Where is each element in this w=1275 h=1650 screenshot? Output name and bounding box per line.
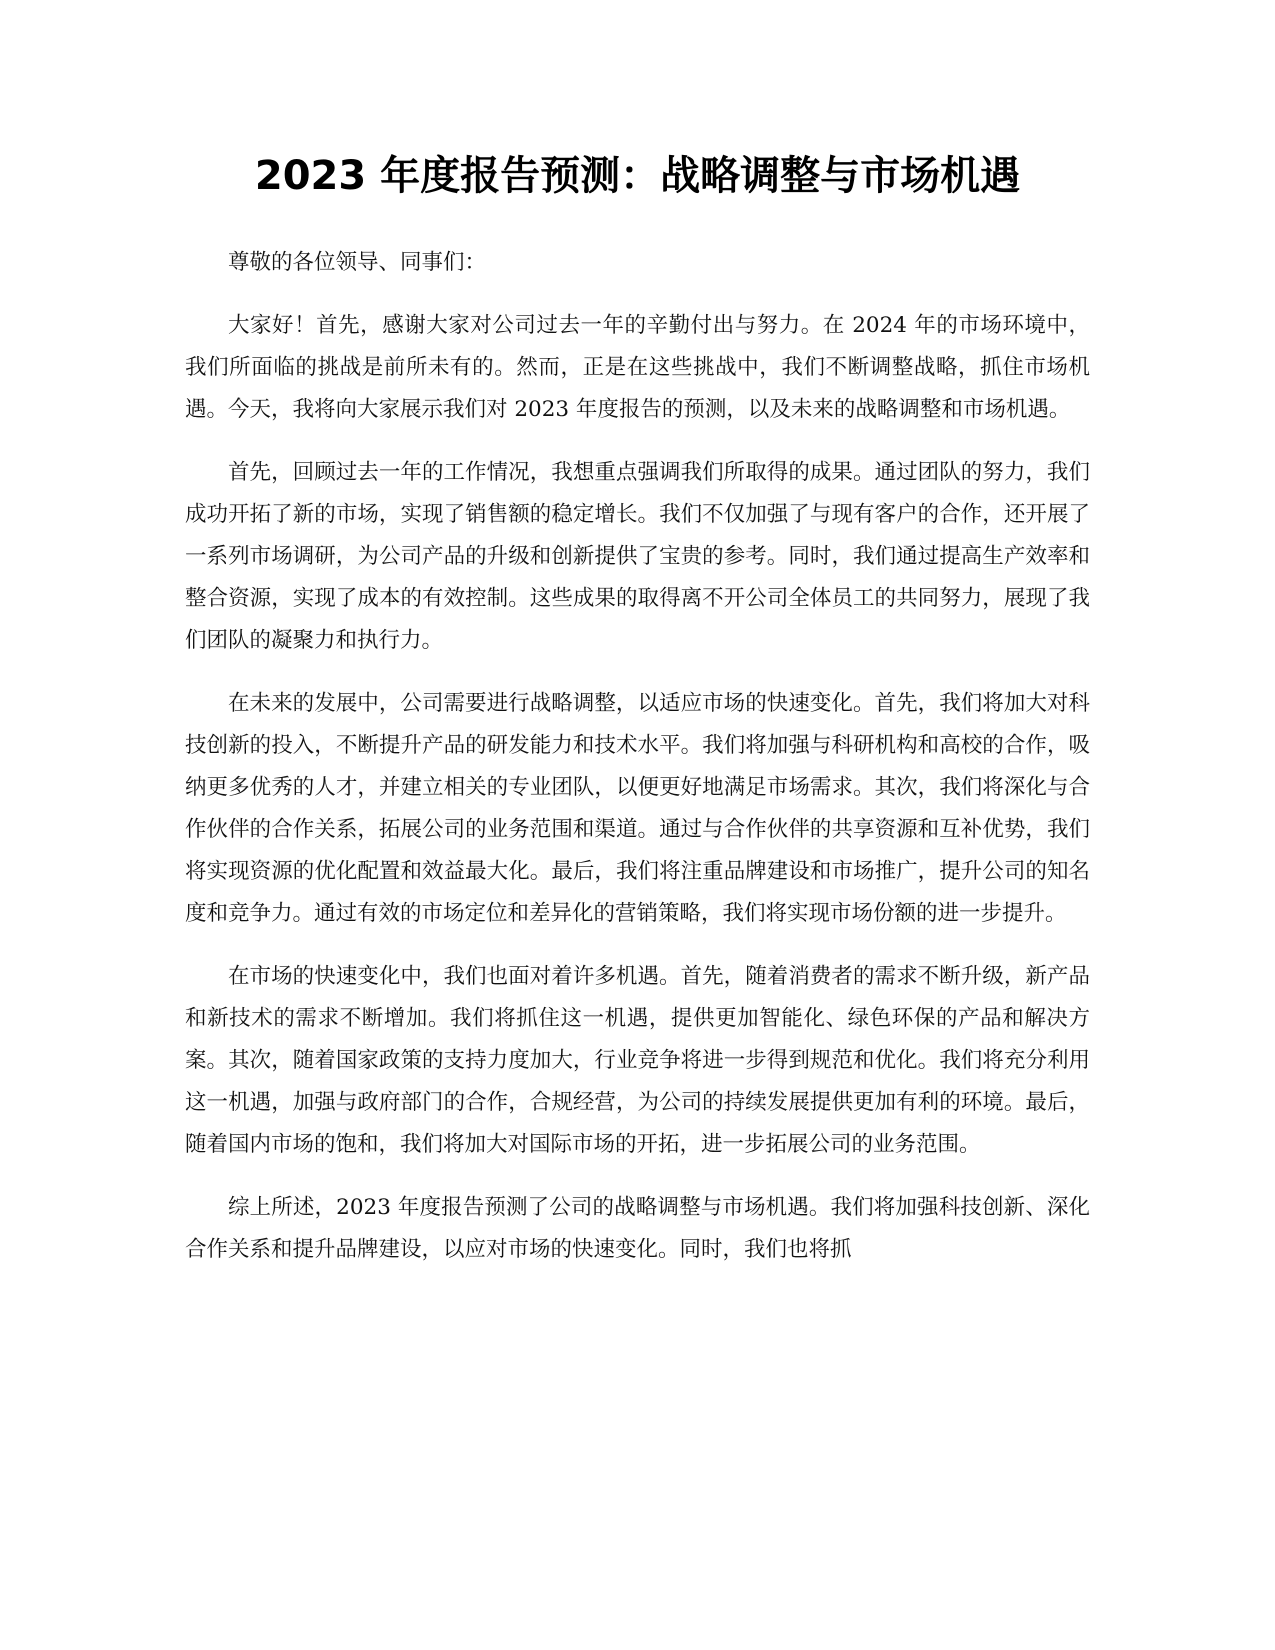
paragraph-summary: 综上所述，2023 年度报告预测了公司的战略调整与市场机遇。我们将加强科技创新、深化合作关系和提升品牌建设，以应对市场的快速变化。同时，我们也将抓: [185, 1195, 1090, 1262]
paragraph-opportunities: 在市场的快速变化中，我们也面对着许多机遇。首先，随着消费者的需求不断升级，新产品和新技术的需求不断增加。我们将抓住这一机遇，提供更加智能化、绿色环保的产品和解决方案。其次，随着国家政策的支持力度加大，行业竞争将进一步得到规范和优化。我们将充分利用这一机遇，加强与政府部门的合作，合规经营，为公司的持续发展提供更加有利的环境。最后，随着国内市场的饱和，我们将加大对国际市场的开拓，进一步拓展公司的业务范围。: [185, 964, 1090, 1157]
document-title: 2023 年度报告预测：战略调整与市场机遇: [254, 153, 1021, 199]
paragraph-intro: 大家好！首先，感谢大家对公司过去一年的辛勤付出与努力。在 2024 年的市场环境中，我们所面临的挑战是前所未有的。然而，正是在这些挑战中，我们不断调整战略，抓住市场机遇。今天，我将向大家展示我们对 2023 年度报告的预测，以及未来的战略调整和市场机遇。: [185, 313, 1090, 422]
paragraph-strategy: 在未来的发展中，公司需要进行战略调整，以适应市场的快速变化。首先，我们将加大对科技创新的投入，不断提升产品的研发能力和技术水平。我们将加强与科研机构和高校的合作，吸纳更多优秀的人才，并建立相关的专业团队，以便更好地满足市场需求。其次，我们将深化与合作伙伴的合作关系，拓展公司的业务范围和渠道。通过与合作伙伴的共享资源和互补优势，我们将实现资源的优化配置和效益最大化。最后，我们将注重品牌建设和市场推广，提升公司的知名度和竞争力。通过有效的市场定位和差异化的营销策略，我们将实现市场份额的进一步提升。: [185, 691, 1090, 926]
document-body: [185, 242, 1090, 1292]
salutation: 尊敬的各位领导、同事们：: [228, 250, 487, 275]
paragraph-review: 首先，回顾过去一年的工作情况，我想重点强调我们所取得的成果。通过团队的努力，我们成功开拓了新的市场，实现了销售额的稳定增长。我们不仅加强了与现有客户的合作，还开展了一系列市场调研，为公司产品的升级和创新提供了宝贵的参考。同时，我们通过提高生产效率和整合资源，实现了成本的有效控制。这些成果的取得离不开公司全体员工的共同努力，展现了我们团队的凝聚力和执行力。: [185, 460, 1090, 653]
